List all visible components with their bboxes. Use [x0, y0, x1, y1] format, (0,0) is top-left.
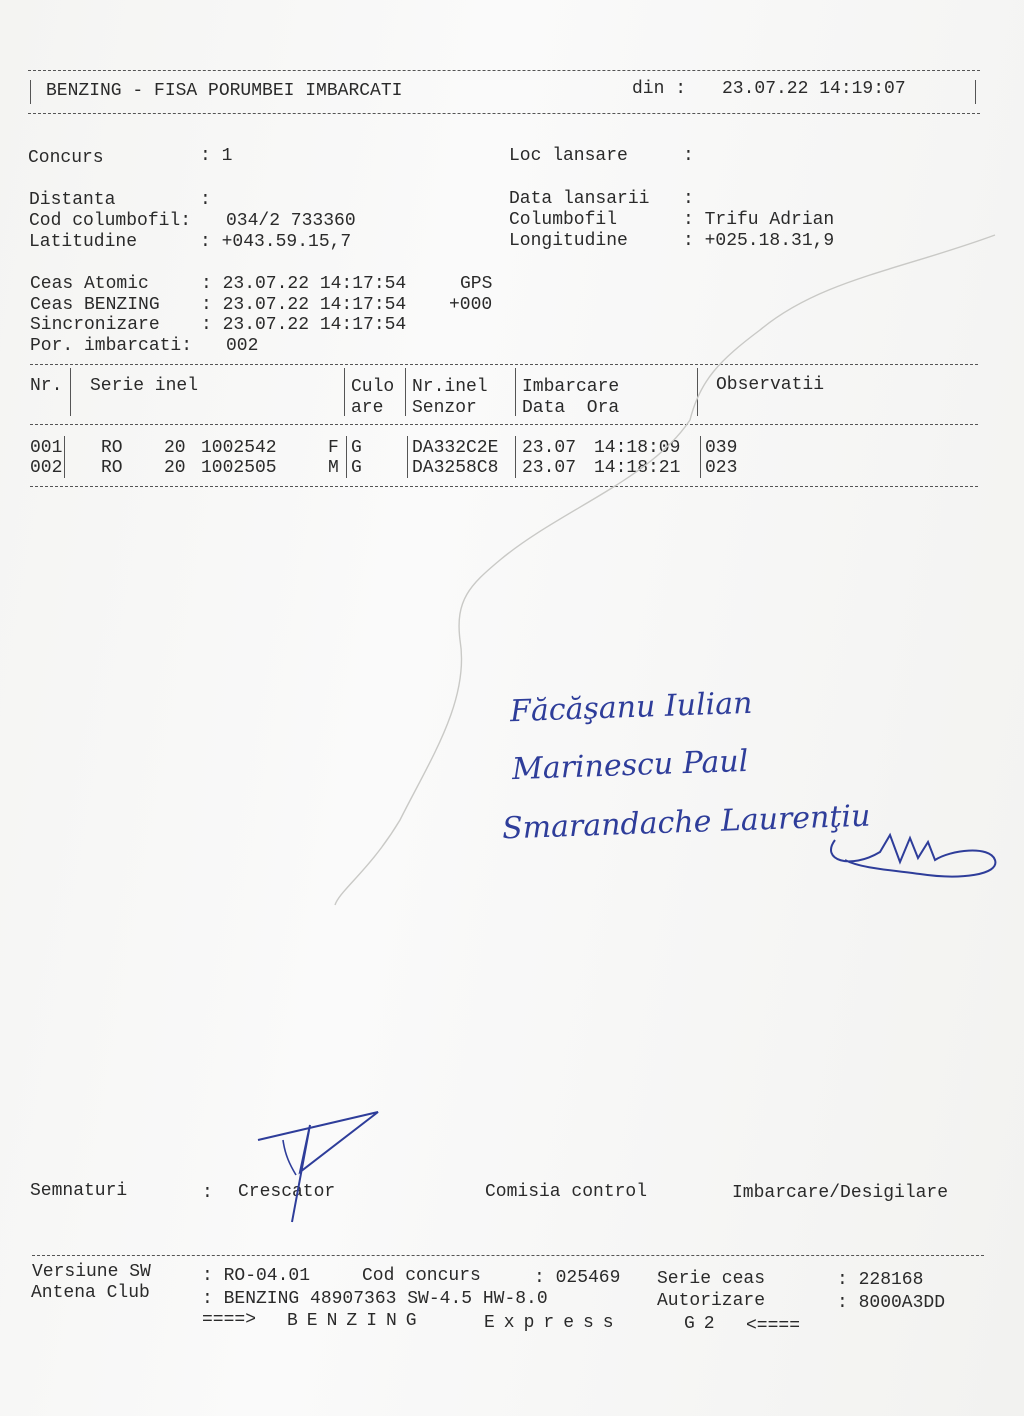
concurs-label: Concurs — [28, 148, 104, 168]
row-year: 20 — [164, 458, 186, 478]
ceas-benzing-offset: +000 — [449, 295, 493, 315]
longitudine-label: Longitudine — [509, 231, 628, 251]
imbarcare-desigilare-label: Imbarcare/Desigilare — [732, 1183, 949, 1203]
row-observatii: 039 — [705, 438, 738, 458]
cod-columbofil-label: Cod columbofil: — [29, 211, 192, 231]
col-header-data-ora: Data Ora — [522, 398, 620, 418]
row-nr: 002 — [30, 458, 63, 478]
versiune-sw-label: Versiune SW — [32, 1262, 151, 1282]
col-header-senzor: Senzor — [412, 398, 477, 418]
row-time: 14:18:09 — [594, 438, 681, 458]
col-header-nrinel: Nr.inel — [412, 377, 488, 397]
concurs-value: : 1 — [200, 146, 233, 166]
ceas-benzing-value: : 23.07.22 14:17:54 — [201, 295, 407, 315]
col-header-serie: Serie inel — [90, 376, 199, 396]
columbofil-value: : Trifu Adrian — [683, 210, 835, 230]
row-time: 14:18:21 — [594, 458, 681, 478]
banner-word-express: Express — [484, 1313, 623, 1333]
por-imbarcati-value: 002 — [226, 336, 259, 356]
row-date: 23.07 — [522, 458, 577, 478]
handwritten-name-3: Smarandache Laurenţiu — [501, 798, 871, 847]
loc-lansare-value: : — [683, 146, 694, 166]
row-ring: 1002505 — [201, 458, 277, 478]
col-header-culoare: Culo — [351, 377, 395, 397]
cod-columbofil-value: 034/2 733360 — [226, 211, 356, 231]
columbofil-label: Columbofil — [509, 210, 618, 230]
row-color: G — [351, 438, 362, 458]
autorizare-value: : 8000A3DD — [837, 1293, 946, 1313]
banner-word-g2: G2 — [684, 1314, 724, 1334]
row-color: G — [351, 458, 362, 478]
banner-left-arrow: ====> — [202, 1310, 257, 1330]
row-nr: 001 — [30, 438, 63, 458]
crescator-label: Crescator — [238, 1182, 336, 1202]
data-lansarii-label: Data lansarii — [509, 189, 650, 209]
footer-border — [32, 1255, 984, 1256]
col-header-observatii: Observatii — [716, 375, 825, 395]
distanta-label: Distanta — [29, 190, 116, 210]
row-country: RO — [101, 458, 123, 478]
banner-right-arrow: <==== — [746, 1316, 801, 1336]
row-date: 23.07 — [522, 438, 577, 458]
latitudine-value: : +043.59.15,7 — [200, 232, 352, 252]
date-label: din : — [632, 79, 687, 99]
row-observatii: 023 — [705, 458, 738, 478]
cod-concurs-value: : 025469 — [534, 1268, 621, 1288]
ceas-benzing-label: Ceas BENZING — [30, 295, 160, 315]
banner-word-benzing: BENZING — [287, 1311, 426, 1331]
col-header-nr: Nr. — [30, 376, 63, 396]
handwritten-name-1: Făcăşanu Iulian — [509, 685, 753, 730]
por-imbarcati-label: Por. imbarcati: — [30, 336, 193, 356]
handwritten-name-2: Marinescu Paul — [511, 743, 749, 788]
antena-club-value: : BENZING 48907363 SW-4.5 HW-8.0 — [202, 1289, 548, 1309]
ceas-atomic-source: GPS — [460, 274, 493, 294]
loc-lansare-label: Loc lansare — [509, 146, 628, 166]
cod-concurs-label: Cod concurs — [362, 1266, 481, 1286]
row-sex: M — [328, 458, 339, 478]
sincronizare-value: : 23.07.22 14:17:54 — [201, 315, 407, 335]
row-ring: 1002542 — [201, 438, 277, 458]
ceas-atomic-label: Ceas Atomic — [30, 274, 149, 294]
semnaturi-colon: : — [202, 1183, 213, 1203]
serie-ceas-value: : 228168 — [837, 1270, 924, 1290]
longitudine-value: : +025.18.31,9 — [683, 231, 835, 251]
antena-club-label: Antena Club — [31, 1283, 150, 1303]
ceas-atomic-value: : 23.07.22 14:17:54 — [201, 274, 407, 294]
col-header-imbarcare: Imbarcare — [522, 377, 620, 397]
document-title: BENZING - FISA PORUMBEI IMBARCATI — [46, 81, 403, 101]
distanta-value: : — [200, 190, 211, 210]
col-header-culoare-2: are — [351, 398, 384, 418]
data-lansarii-value: : — [683, 189, 694, 209]
versiune-sw-value: : RO-04.01 — [202, 1266, 311, 1286]
date-value: 23.07.22 14:19:07 — [722, 79, 906, 99]
serie-ceas-label: Serie ceas — [657, 1269, 766, 1289]
autorizare-label: Autorizare — [657, 1291, 766, 1311]
latitudine-label: Latitudine — [29, 232, 138, 252]
comisia-control-label: Comisia control — [485, 1182, 648, 1202]
row-sex: F — [328, 438, 339, 458]
row-year: 20 — [164, 438, 186, 458]
row-sensor: DA332C2E — [412, 438, 499, 458]
row-sensor: DA3258C8 — [412, 458, 499, 478]
semnaturi-label: Semnaturi — [30, 1181, 128, 1201]
sincronizare-label: Sincronizare — [30, 315, 160, 335]
row-country: RO — [101, 438, 123, 458]
